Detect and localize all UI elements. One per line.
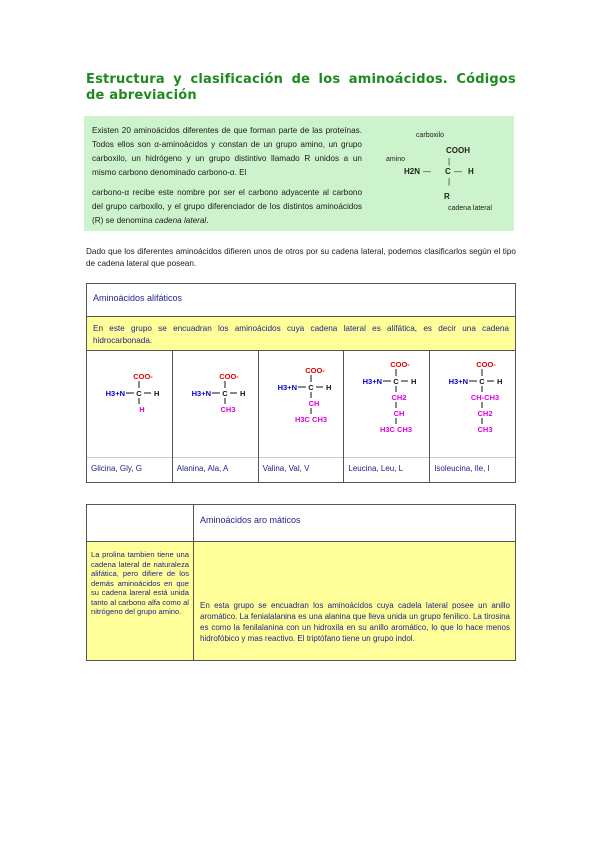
carboxyl-label: carboxilo <box>416 132 445 139</box>
aliphatic-description-cell <box>87 317 515 351</box>
amino-acid-caption-cell <box>430 457 515 482</box>
amino-group: H3+N <box>105 389 125 398</box>
alpha-carbon: C <box>393 377 400 386</box>
amino-acid-caption: Glicina, Gly, G <box>91 464 142 473</box>
aliphatic-table <box>86 283 516 483</box>
side-chain-group: CH3 <box>477 425 493 434</box>
intro-paragraph-2 <box>92 186 362 228</box>
intro-paragraph-2-text: carbono-α recibe este nombre por ser el carbono adyacente al carbono del grupo carboxilo, y el grupo diferenciador de los distintos aminoácidos (R) se denomina <box>92 188 362 225</box>
side-chain-group: H3C CH3 <box>294 415 327 424</box>
hydrogen: H <box>239 389 246 398</box>
amino-acid-cell <box>259 351 345 482</box>
hydrogen: H <box>325 383 332 392</box>
bond-left: — <box>423 167 431 176</box>
side-chain-group: CH2 <box>477 409 493 418</box>
amino-acid-caption-cell <box>173 457 258 482</box>
amino-acid-cell <box>87 351 173 482</box>
carboxyl-group: COO- <box>133 372 153 381</box>
aromatic-heading: Aminoácidos aro máticos <box>200 515 301 525</box>
r-label: R <box>444 192 450 201</box>
amino-acid-structure <box>374 126 514 226</box>
side-chain-group: H <box>139 405 145 414</box>
side-chain-label: cadena lateral <box>448 205 492 212</box>
amino-label: amino <box>386 156 406 163</box>
h2n-label: H2N <box>404 167 421 176</box>
amino-group: H3+N <box>363 377 383 386</box>
aliphatic-heading: Aminoácidos alifáticos <box>93 293 183 303</box>
side-chain-group: H3C CH3 <box>380 425 413 434</box>
amino-acid-caption: Isoleucina, Ile, I <box>434 464 490 473</box>
side-chain-group: CH3 <box>220 405 236 414</box>
bond-up: | <box>448 157 451 166</box>
side-chain-group: CH <box>393 409 405 418</box>
side-chain-group: CH2 <box>391 393 407 402</box>
amino-acid-cell <box>430 351 515 482</box>
amino-acid-caption: Valina, Val, V <box>262 464 310 473</box>
alpha-carbon: C <box>445 167 451 176</box>
bond-right: — <box>454 167 462 176</box>
proline-note-cell <box>87 542 194 660</box>
amino-acid-caption-cell <box>259 457 344 482</box>
aliphatic-description: En este grupo se encuadran los aminoácidos cuya cadena lateral es alifática, es decir una cadena hidrocarbonada. <box>93 324 509 345</box>
amino-group: H3+N <box>191 389 211 398</box>
carboxyl-group: COO- <box>304 366 325 375</box>
alpha-carbon: C <box>307 383 314 392</box>
intro-paragraph-2-end: . <box>206 216 209 225</box>
alpha-carbon: C <box>222 389 228 398</box>
side-chain-group: CH-CH3 <box>471 393 500 402</box>
hydrogen: H <box>154 389 160 398</box>
lead-paragraph: Dado que los diferentes aminoácidos difieren unos de otros por su cadena lateral, podemos clasificarlos según el tipo de cadena lateral que posean. <box>86 247 516 268</box>
amino-acid-structure <box>259 351 344 457</box>
amino-group: H3+N <box>277 383 297 392</box>
aromatic-description-cell <box>194 542 515 660</box>
cooh-label: COOH <box>446 146 470 155</box>
alpha-carbon: C <box>479 377 485 386</box>
amino-acid-structure <box>87 351 172 457</box>
intro-emphasis: cadena lateral <box>154 216 207 225</box>
amino-acid-caption-cell <box>344 457 429 482</box>
amino-acid-structure <box>173 351 258 457</box>
amino-acid-row <box>87 351 515 482</box>
intro-paragraph-1: Existen 20 aminoácidos diferentes de que forman parte de las proteínas. Todos ellos son α-aminoácidos y constan de un grupo amino, un grupo carboxilo, un hidrógeno y un grupo distintivo llamado R unidos a un mismo carbono denominado carbono-α. El <box>92 126 362 177</box>
side-chain-group: CH <box>308 399 320 408</box>
bond-down: | <box>448 177 451 186</box>
intro-box <box>84 116 514 231</box>
page-title: Estructura y clasificación de los aminoácidos. Códigos de abreviación <box>86 72 516 103</box>
amino-group: H3+N <box>448 377 469 386</box>
hydrogen: H <box>411 377 417 386</box>
amino-acid-structure <box>344 351 429 457</box>
intro-text <box>92 124 362 234</box>
amino-acid-caption-cell <box>87 457 172 482</box>
carboxyl-group: COO- <box>219 372 239 381</box>
empty-cell <box>87 505 194 542</box>
amino-acid-cell <box>344 351 430 482</box>
amino-acid-structure <box>430 351 515 457</box>
carboxyl-group: COO- <box>476 360 496 369</box>
proline-note: La prolina tambien tiene una cadena lateral de naturaleza alifática, pero difiere de los demás aminoácidos en que su cadena lareral está unida tanto al carbono alfa como al nitrógeno del grupo amino. <box>91 550 189 616</box>
hydrogen: H <box>497 377 503 386</box>
aromatic-table <box>86 504 516 661</box>
aliphatic-heading-cell <box>87 284 515 317</box>
aromatic-heading-cell <box>194 505 515 542</box>
alpha-carbon: C <box>136 389 142 398</box>
amino-acid-cell <box>173 351 259 482</box>
amino-acid-caption: Leucina, Leu, L <box>348 464 404 473</box>
hydrogen-label: H <box>468 167 474 176</box>
carboxyl-group: COO- <box>390 360 411 369</box>
aromatic-description: En esta grupo se encuadran los aminoácidos cuya cadela lateral posee un anillo aromático. La fenialalanina es una alanina que lleva unida un grupo fenílico. La tirosina es como la fenilalanina con un hidroxila en su anillo aromático, lo que lo hace menos hidrofóbico y mas reactivo. El triptófano tiene un grupo indol. <box>200 601 510 643</box>
amino-acid-caption: Alanina, Ala, A <box>176 464 229 473</box>
